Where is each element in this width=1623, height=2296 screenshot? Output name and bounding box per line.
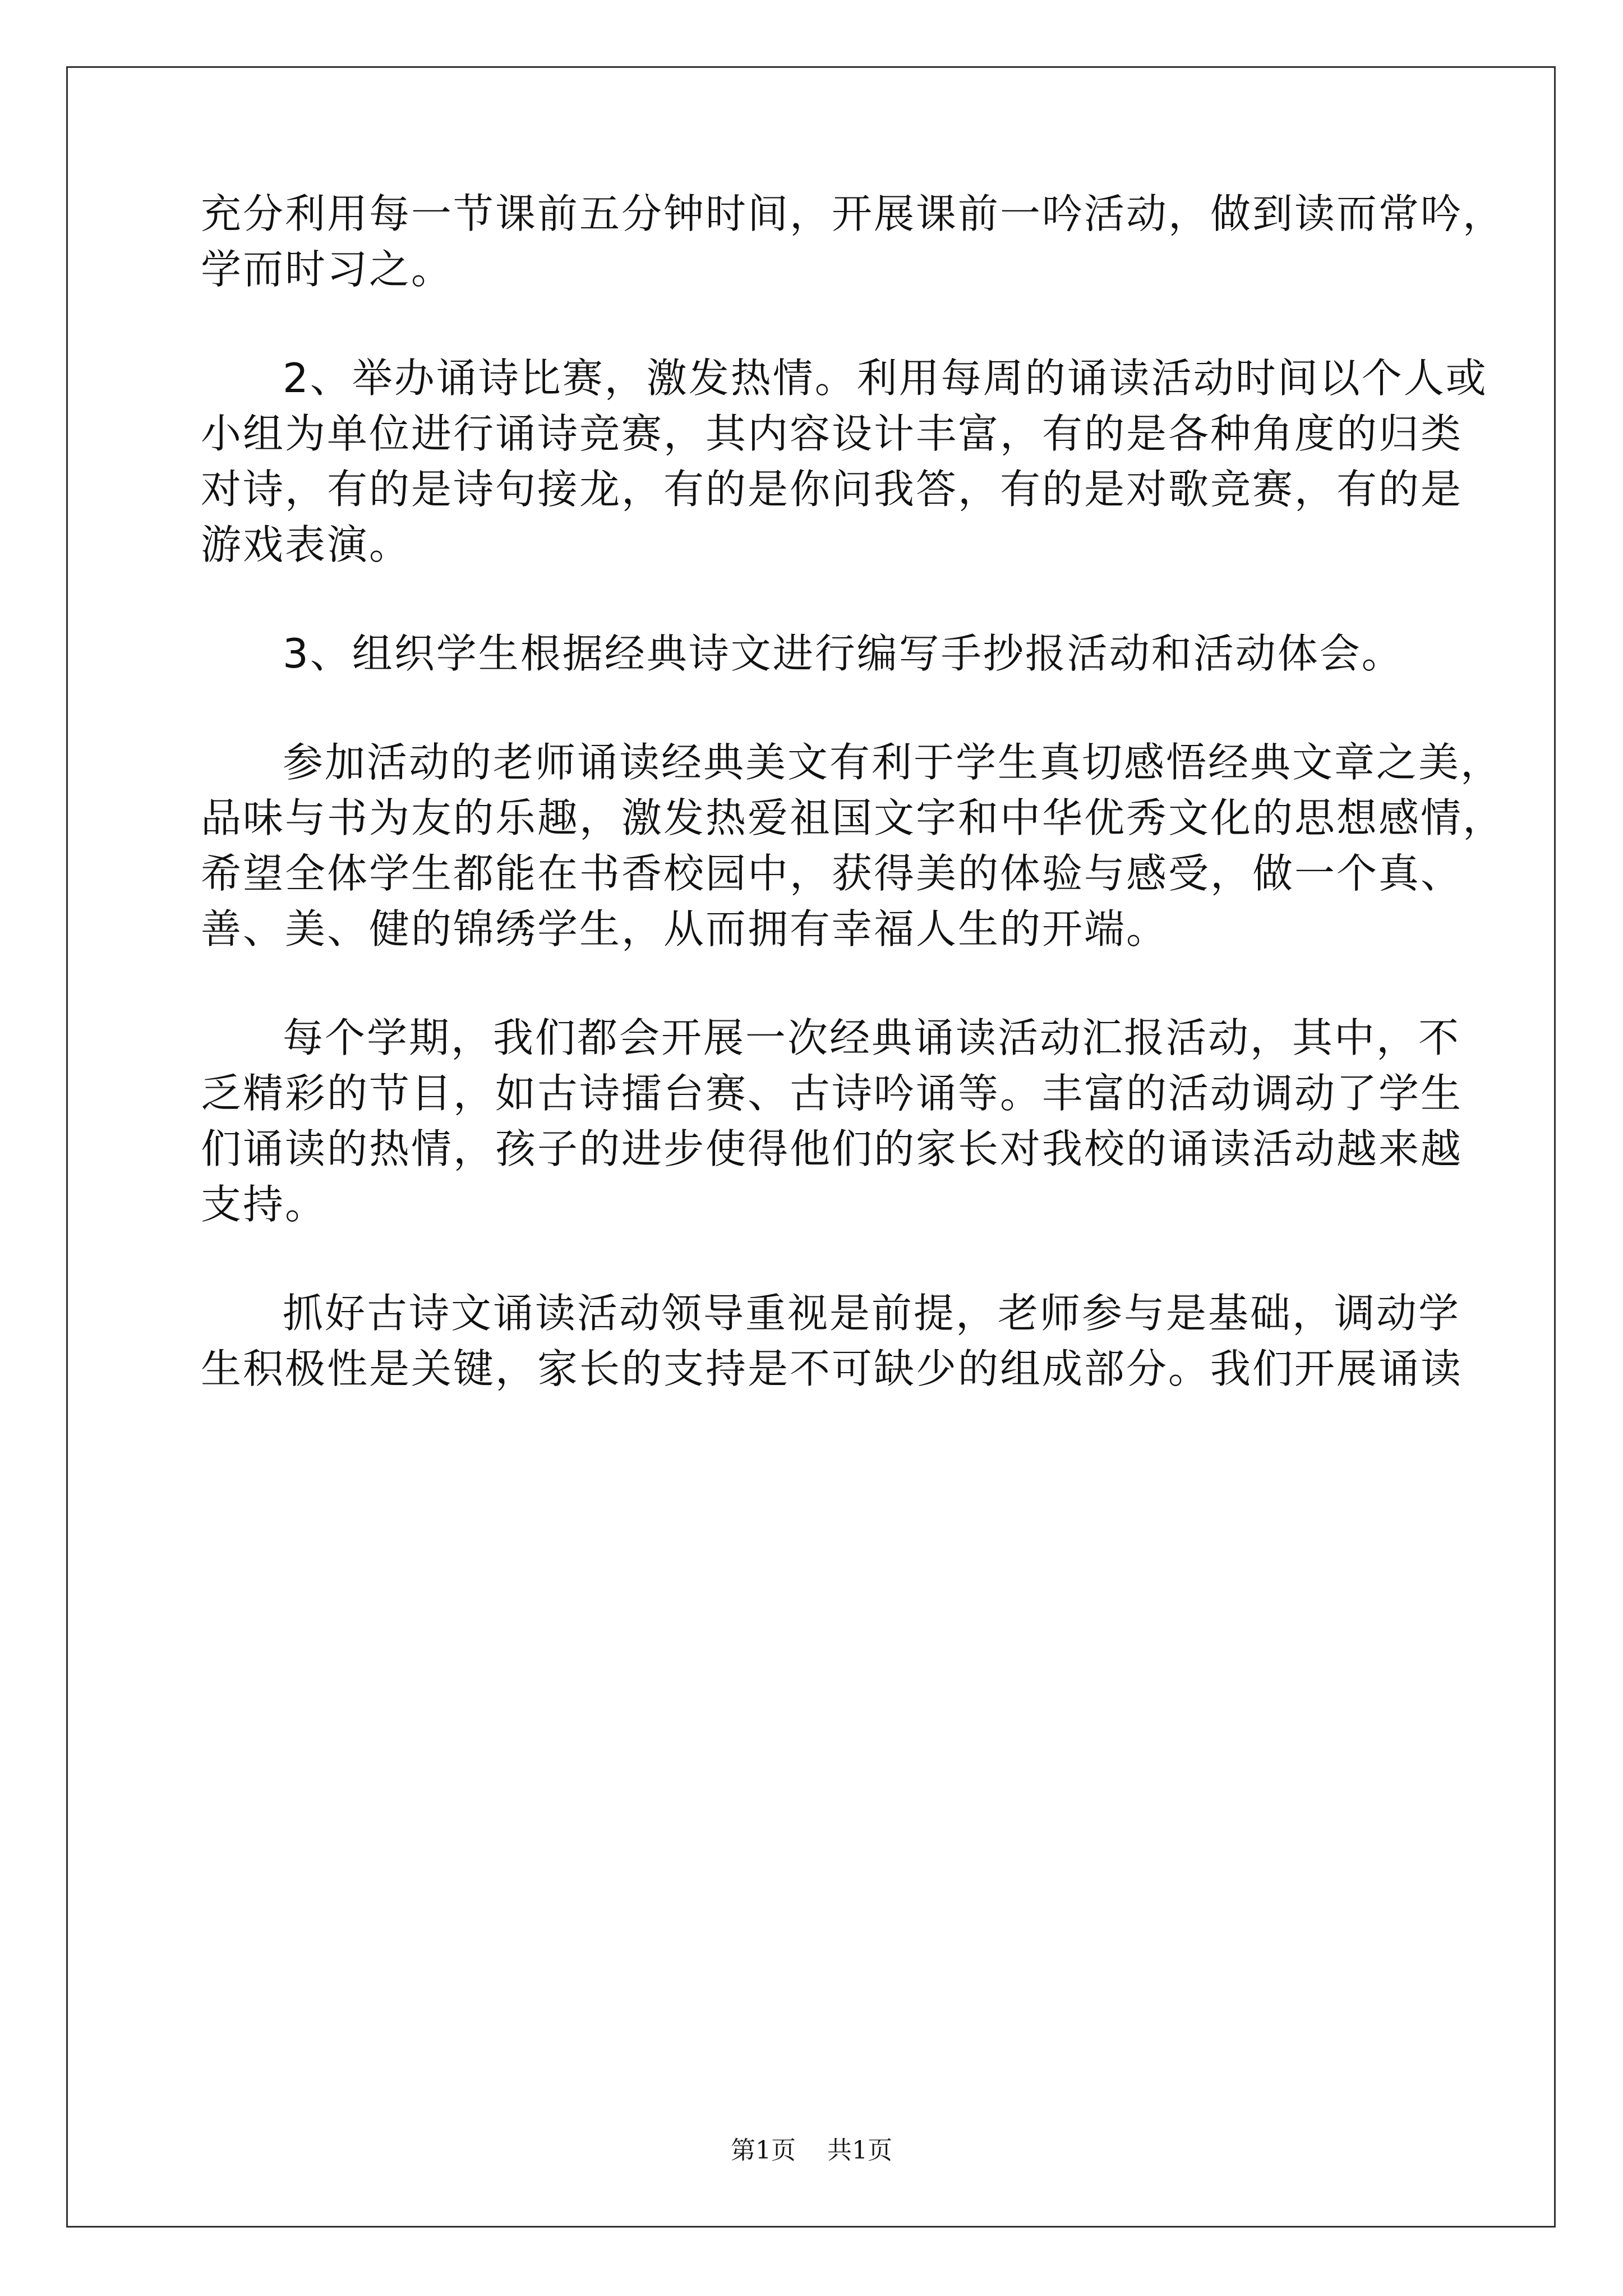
text-line: 品味与书为友的乐趣，激发热爱祖国文字和中华优秀文化的思想感情， (201, 794, 1505, 841)
text-line: 支持。 (201, 1181, 328, 1228)
page-number: 第1页 (731, 2136, 796, 2165)
text-line: 对诗，有的是诗句接龙，有的是你问我答，有的是对歌竞赛，有的是 (201, 466, 1463, 513)
text-line: 乏精彩的节目，如古诗擂台赛、古诗吟诵等。丰富的活动调动了学生 (201, 1070, 1463, 1117)
page-total: 共1页 (827, 2136, 892, 2165)
text-line: 善、美、健的锦绣学生，从而拥有幸福人生的开端。 (201, 905, 1169, 953)
text-line: 2、举办诵诗比赛，激发热情。利用每周的诵读活动时间以个人或 (283, 355, 1488, 402)
text-line: 每个学期，我们都会开展一次经典诵读活动汇报活动，其中，不 (283, 1014, 1461, 1061)
text-line: 小组为单位进行诵诗竞赛，其内容设计丰富，有的是各种角度的归类 (201, 410, 1463, 457)
text-line: 游戏表演。 (201, 521, 412, 568)
text-line: 参加活动的老师诵读经典美文有利于学生真切感悟经典文章之美， (283, 739, 1503, 786)
page-footer (0, 2135, 1623, 2166)
text-line: 3、组织学生根据经典诗文进行编写手抄报活动和活动体会。 (283, 630, 1404, 677)
text-line: 们诵读的热情，孩子的进步使得他们的家长对我校的诵读活动越来越 (201, 1125, 1463, 1172)
document-body (201, 186, 1505, 1397)
text-line: 抓好古诗文诵读活动领导重视是前提，老师参与是基础，调动学 (283, 1290, 1461, 1337)
text-line: 生积极性是关键，家长的支持是不可缺少的组成部分。我们开展诵读 (201, 1345, 1463, 1392)
text-line: 充分利用每一节课前五分钟时间，开展课前一吟活动，做到读而常吟， (201, 190, 1505, 237)
text-line: 希望全体学生都能在书香校园中，获得美的体验与感受，做一个真、 (201, 850, 1463, 897)
text-line: 学而时习之。 (201, 246, 454, 293)
